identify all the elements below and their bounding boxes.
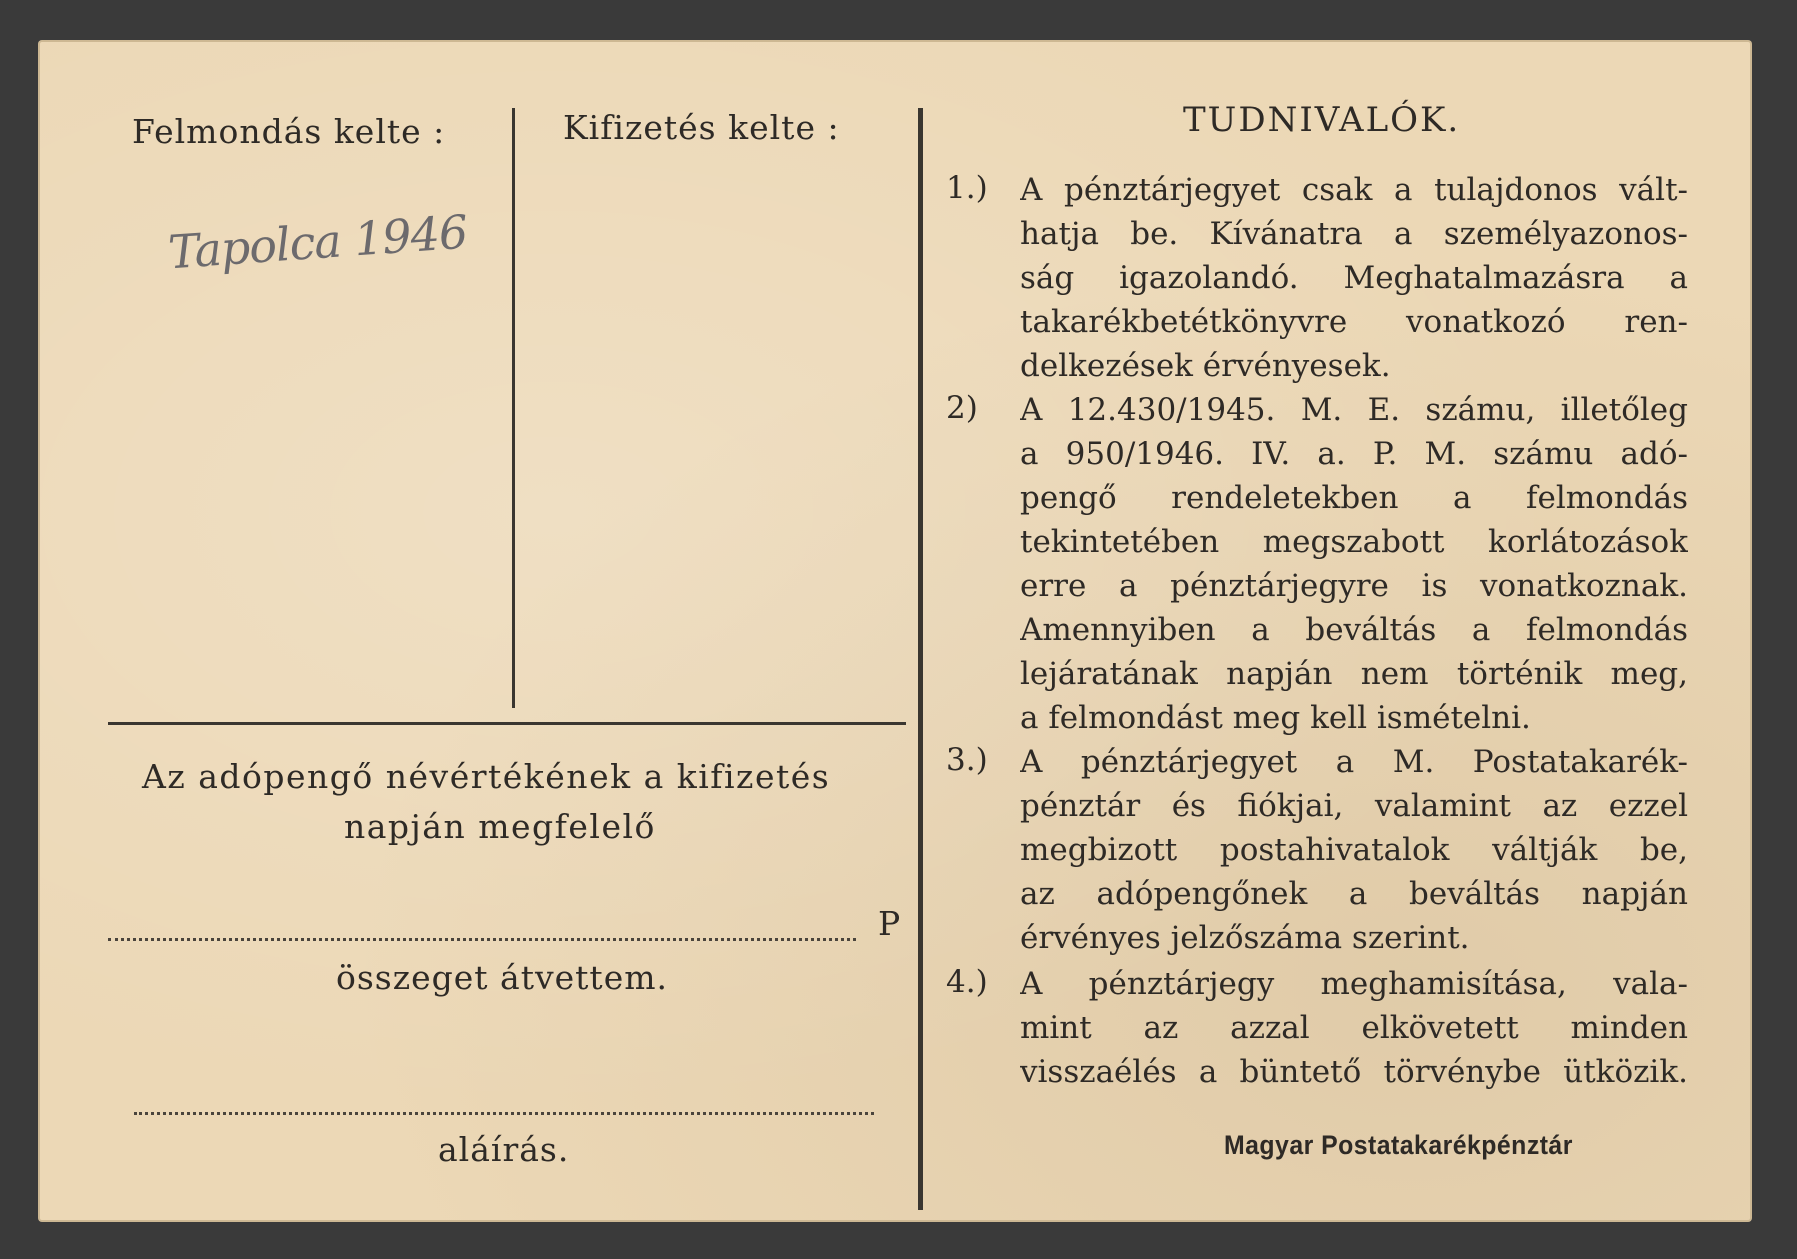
item-line: erre a pénztárjegyre is vonatkoznak. [1020, 568, 1688, 604]
signature-label: aláírás. [438, 1130, 570, 1169]
item-number: 3.) [946, 742, 988, 778]
column-divider [512, 108, 515, 708]
item-number: 2) [946, 390, 978, 426]
amount-line [108, 938, 856, 941]
item-line: érvényes jelzőszáma szerint. [1020, 920, 1470, 956]
item-line: lejáratának napján nem történik meg, [1020, 656, 1688, 692]
item-line: pengő rendeletekben a felmondás [1020, 480, 1688, 516]
item-line: A pénztárjegy meghamisítása, vala- [1020, 966, 1688, 1002]
item-line: pénztár és fiókjai, valamint az ezzel [1020, 788, 1688, 824]
handwritten-note: Tapolca 1946 [166, 204, 469, 280]
item-line: ság igazolandó. Meghatalmazásra a [1020, 260, 1688, 296]
item-line: a 950/1946. IV. a. P. M. számu adó- [1020, 436, 1688, 472]
notice-date-label: Felmondás kelte : [132, 112, 446, 151]
amount-received-label: összeget átvettem. [336, 958, 668, 997]
signature-line [134, 1112, 874, 1115]
item-number: 4.) [946, 964, 988, 1000]
item-line: delkezések érvényesek. [1020, 348, 1391, 384]
item-line: A pénztárjegyet csak a tulajdonos vált- [1020, 172, 1688, 208]
item-line: tekintetében megszabott korlátozások [1020, 524, 1688, 560]
item-line: Amennyiben a beváltás a felmondás [1020, 612, 1688, 648]
item-line: az adópengőnek a beváltás napján [1020, 876, 1688, 912]
item-line: A 12.430/1945. M. E. számu, illetőleg [1020, 392, 1688, 428]
item-line: mint az azzal elkövetett minden [1020, 1010, 1688, 1046]
notice-title: TUDNIVALÓK. [1183, 100, 1461, 140]
savings-certificate-card [38, 40, 1752, 1222]
item-line: a felmondást meg kell ismételni. [1020, 700, 1531, 736]
item-number: 1.) [946, 170, 988, 206]
receipt-text-line1: Az adópengő névértékének a kifizetés [142, 757, 831, 796]
item-line: visszaélés a büntető törvénybe ütközik. [1020, 1054, 1688, 1090]
horizontal-divider [108, 722, 906, 725]
currency-mark: P [878, 904, 902, 943]
payment-date-label: Kifizetés kelte : [563, 108, 840, 147]
item-line: takarékbetétkönyvre vonatkozó ren- [1020, 304, 1688, 340]
item-line: hatja be. Kívánatra a személyazonos- [1020, 216, 1688, 252]
panel-divider [918, 108, 923, 1210]
issuer-name: Magyar Postatakarékpénztár [1224, 1130, 1573, 1160]
receipt-text-line2: napján megfelelő [344, 807, 656, 846]
item-line: A pénztárjegyet a M. Postatakarék- [1020, 744, 1688, 780]
item-line: megbizott postahivatalok váltják be, [1020, 832, 1688, 868]
